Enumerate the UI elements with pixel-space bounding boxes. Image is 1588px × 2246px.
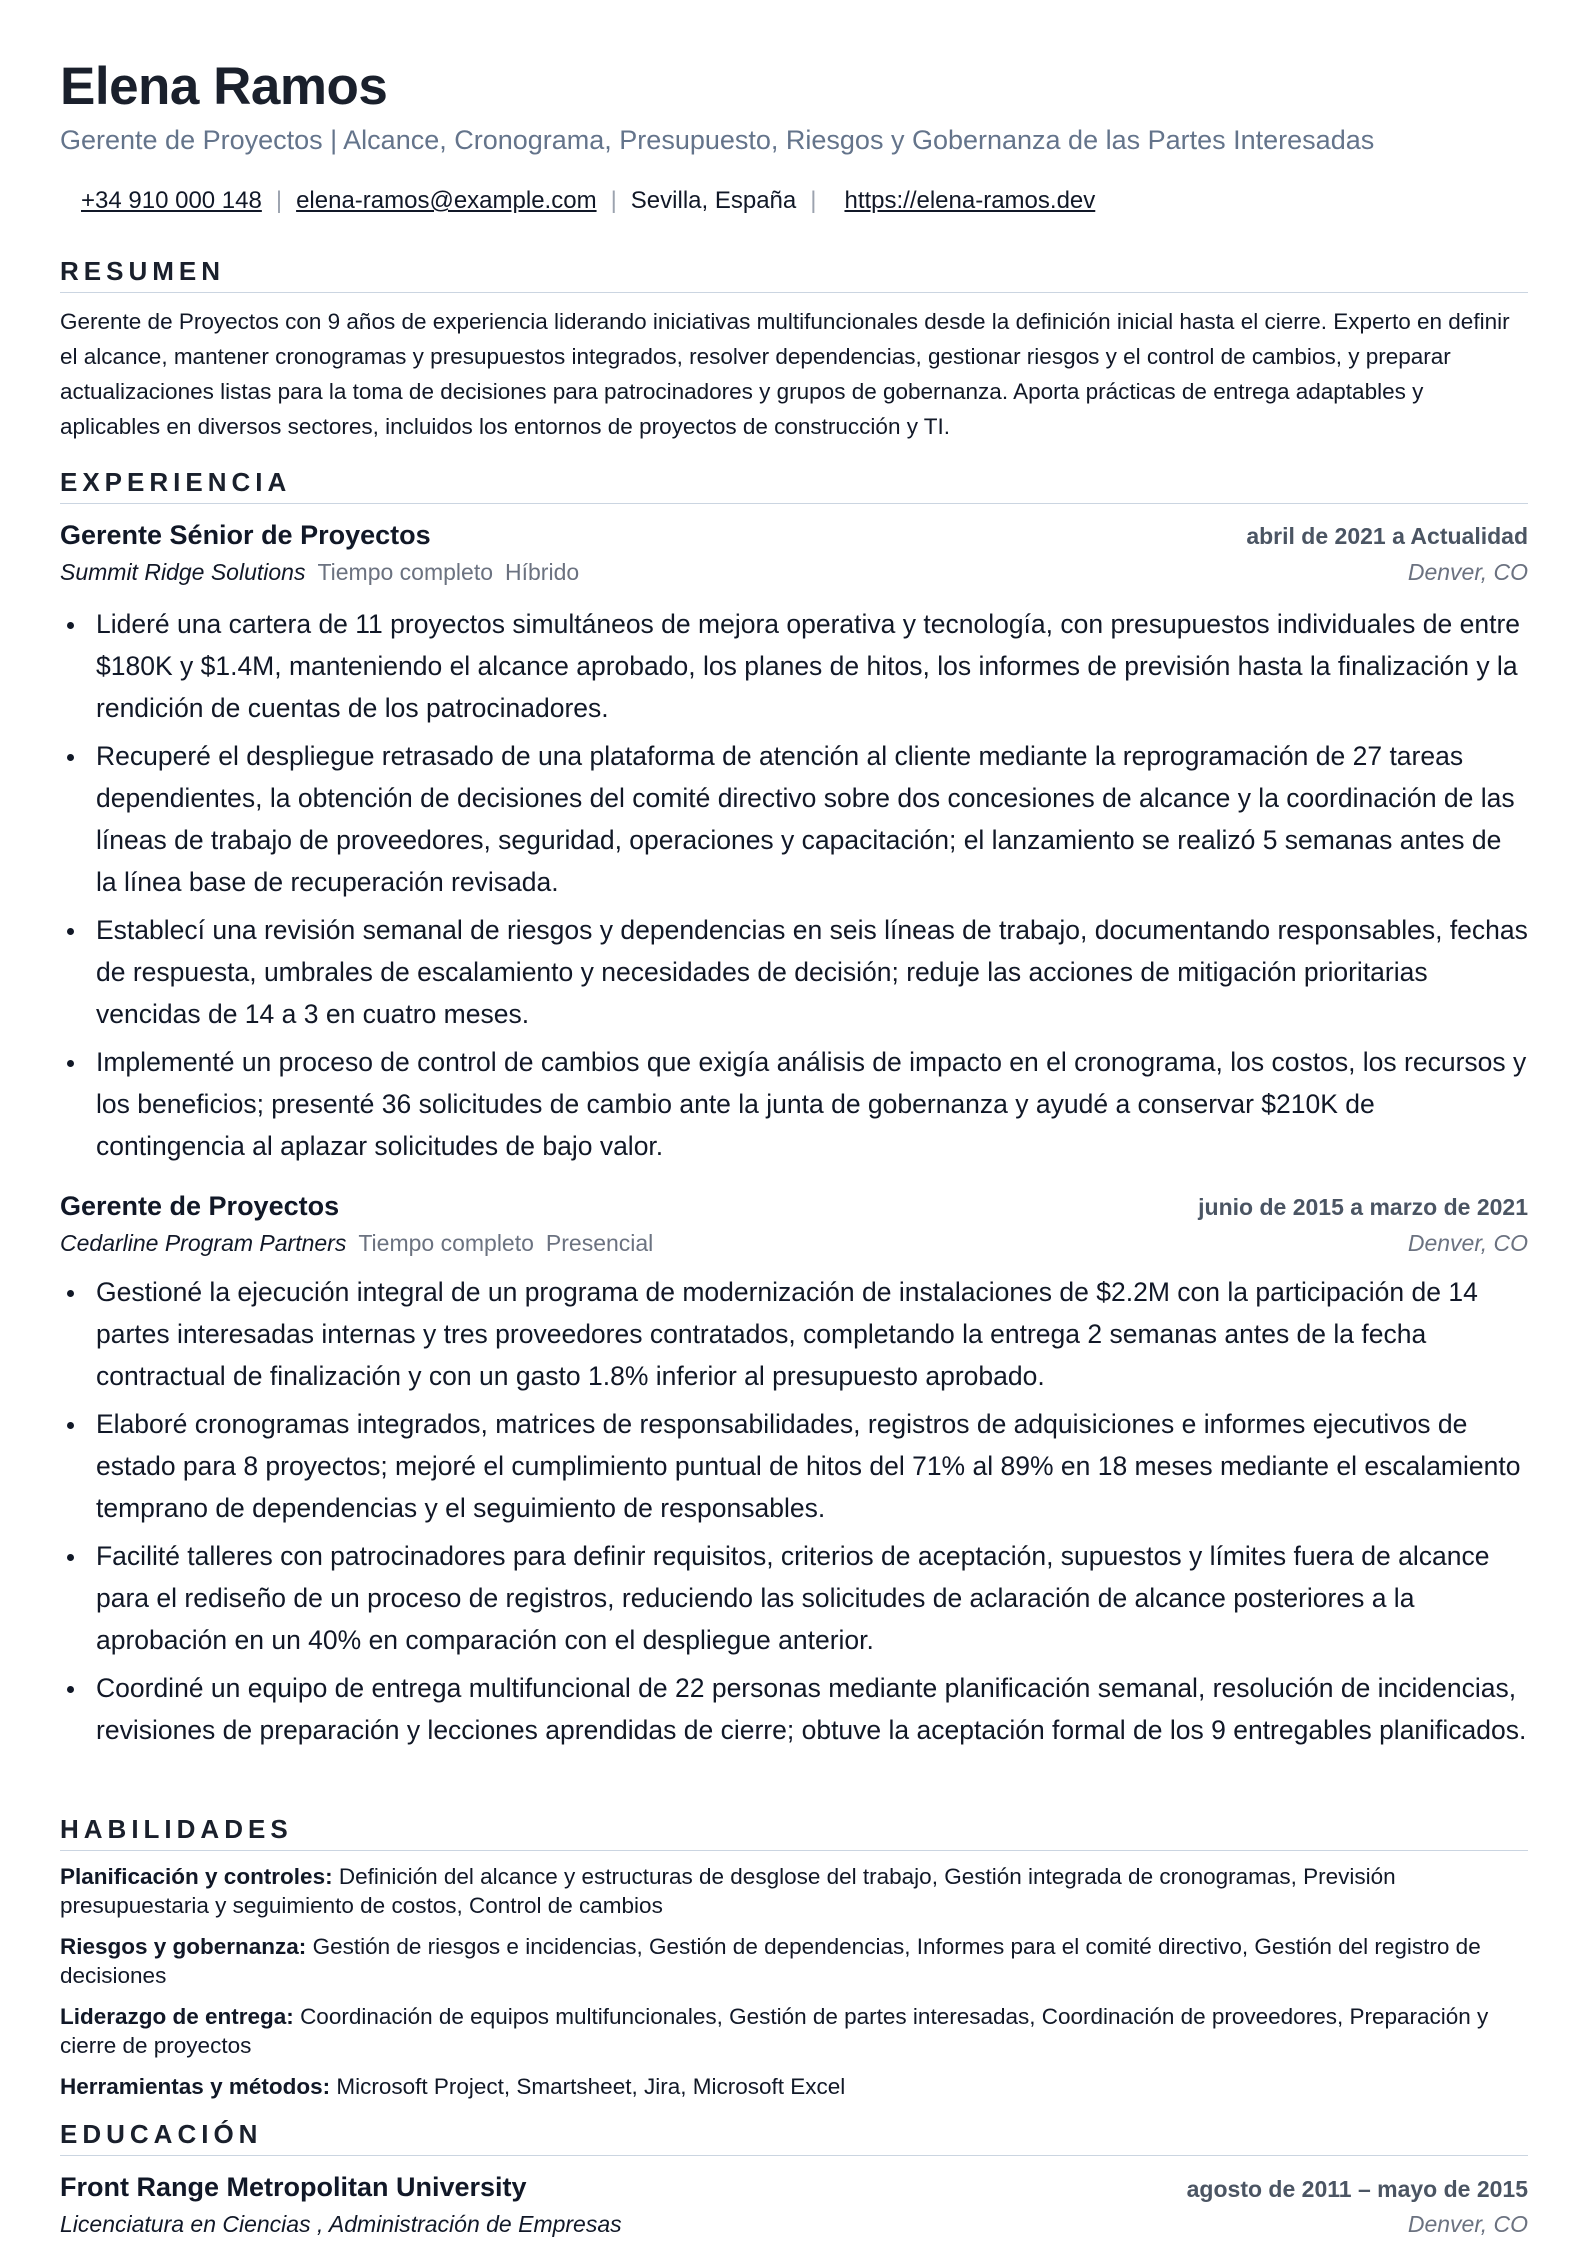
job-location: Denver, CO — [1407, 1230, 1528, 1256]
phone-link[interactable]: +34 910 000 148 — [81, 187, 262, 214]
skill-group — [60, 1862, 1528, 1920]
list-item: Recuperé el despliegue retrasado de una plataforma de atención al cliente mediante la reprogramación de 27 tareas dependientes, la obtención de decisiones del comité directivo sobre dos concesiones de alcance y la coordinación de las líneas de trabajo de proveedores, seguridad, operaciones y capacitación; el lanzamiento se realizó 5 semanas antes de la línea base de recuperación revisada. — [96, 735, 1528, 903]
candidate-headline: Gerente de Proyectos | Alcance, Cronograma, Presupuesto, Riesgos y Gobernanza de las Partes Interesadas — [60, 125, 1375, 155]
skill-group — [60, 1932, 1528, 1990]
section-divider — [60, 292, 1528, 293]
contact-separator: | — [610, 187, 617, 214]
skill-group-label: Liderazgo de entrega: — [60, 2004, 294, 2029]
list-item: Establecí una revisión semanal de riesgos y dependencias en seis líneas de trabajo, documentando responsables, fechas de respuesta, umbrales de escalamiento y necesidades de decisión; reduje las acciones de mitigación prioritarias vencidas de 14 a 3 en cuatro meses. — [96, 909, 1528, 1035]
degree-name: Licenciatura en Ciencias , Administración de Empresas — [60, 2211, 622, 2237]
skill-group-label: Planificación y controles: — [60, 1864, 333, 1889]
skills-heading: HABILIDADES — [60, 1814, 293, 1844]
job-title: Gerente Sénior de Proyectos — [60, 520, 431, 550]
section-divider — [60, 503, 1528, 504]
education-location: Denver, CO — [1407, 2211, 1528, 2237]
job-title: Gerente de Proyectos — [60, 1191, 340, 1221]
experience-heading: EXPERIENCIA — [60, 467, 292, 497]
skill-group-label: Herramientas y métodos: — [60, 2074, 331, 2099]
employment-type: Tiempo completo — [358, 1230, 534, 1256]
job-subtitle — [60, 559, 591, 586]
degree-line — [60, 2211, 634, 2238]
job-bullet-list — [60, 603, 1528, 1173]
skill-group-values: Microsoft Project, Smartsheet, Jira, Microsoft Excel — [336, 2074, 846, 2099]
work-mode: Presencial — [545, 1230, 654, 1256]
location-text: Sevilla, España — [630, 187, 797, 214]
section-divider — [60, 1850, 1528, 1851]
list-item: Coordiné un equipo de entrega multifuncional de 22 personas mediante planificación semanal, resolución de incidencias, revisiones de preparación y lecciones aprendidas de cierre; obtuve la aceptación formal de los 9 entregables planificados. — [96, 1667, 1528, 1751]
list-item: Gestioné la ejecución integral de un programa de modernización de instalaciones de $2.2M con la participación de 14 partes interesadas internas y tres proveedores contratados, completando la entrega 2 semanas antes de la fecha contractual de finalización y con un gasto 1.8% inferior al presupuesto aprobado. — [96, 1271, 1528, 1397]
skill-group — [60, 2002, 1528, 2060]
education-heading: EDUCACIÓN — [60, 2119, 263, 2149]
candidate-name: Elena Ramos — [60, 57, 388, 116]
contact-separator: | — [810, 187, 817, 214]
list-item: Facilité talleres con patrocinadores para definir requisitos, criterios de aceptación, supuestos y límites fuera de alcance para el rediseño de un proceso de registros, reduciendo las solicitudes de aclaración de alcance posteriores a la aprobación en un 40% en comparación con el despliegue anterior. — [96, 1535, 1528, 1661]
list-item: Lideré una cartera de 11 proyectos simultáneos de mejora operativa y tecnología, con presupuestos individuales de entre $180K y $1.4M, manteniendo el alcance aprobado, los planes de hitos, los informes de previsión hasta la finalización y la rendición de cuentas de los patrocinadores. — [96, 603, 1528, 729]
employment-type: Tiempo completo — [317, 559, 494, 585]
website-link[interactable]: https://elena-ramos.dev — [844, 187, 1096, 214]
skill-group-values: Definición del alcance y estructuras de desglose del trabajo, Gestión integrada de cronogramas, Previsión presupuestaria y seguimiento de costos, Control de cambios — [60, 1864, 1396, 1918]
job-dates: junio de 2015 a marzo de 2021 — [1198, 1194, 1528, 1220]
section-divider — [60, 2155, 1528, 2156]
work-mode: Híbrido — [505, 559, 580, 585]
skills-list — [60, 1862, 1528, 2113]
education-dates: agosto de 2011 – mayo de 2015 — [1186, 2176, 1528, 2202]
summary-text: Gerente de Proyectos con 9 años de experiencia liderando iniciativas multifuncionales desde la definición inicial hasta el cierre. Experto en definir el alcance, mantener cronogramas y presupuestos integrados, resolver dependencias, gestionar riesgos y el control de cambios, y preparar actualizaciones listas para la toma de decisiones para patrocinadores y grupos de gobernanza. Aporta prácticas de entrega adaptables y aplicables en diversos sectores, incluidos los entornos de proyectos de construcción y TI. — [60, 309, 1510, 439]
summary-heading: RESUMEN — [60, 256, 226, 286]
skill-group — [60, 2072, 1528, 2101]
company-name: Cedarline Program Partners — [60, 1230, 347, 1256]
job-bullet-list — [60, 1271, 1528, 1757]
contact-separator: | — [275, 187, 283, 214]
job-subtitle — [60, 1230, 665, 1257]
list-item: Implementé un proceso de control de cambios que exigía análisis de impacto en el cronograma, los costos, los recursos y los beneficios; presenté 36 solicitudes de cambio ante la junta de gobernanza y ayudé a conservar $210K de contingencia al aplazar solicitudes de bajo valor. — [96, 1041, 1528, 1167]
skill-group-values: Coordinación de equipos multifuncionales, Gestión de partes interesadas, Coordinación de proveedores, Preparación y cierre de proyectos — [60, 2004, 1489, 2058]
contact-bar — [81, 187, 1095, 215]
school-name: Front Range Metropolitan University — [60, 2172, 527, 2202]
company-name: Summit Ridge Solutions — [60, 559, 306, 585]
email-link[interactable]: elena-ramos@example.com — [296, 187, 597, 214]
list-item: Elaboré cronogramas integrados, matrices de responsabilidades, registros de adquisiciones e informes ejecutivos de estado para 8 proyectos; mejoré el cumplimiento puntual de hitos del 71% al 89% en 18 meses mediante el escalamiento temprano de dependencias y el seguimiento de responsables. — [96, 1403, 1528, 1529]
skill-group-label: Riesgos y gobernanza: — [60, 1934, 307, 1959]
skill-group-values: Gestión de riesgos e incidencias, Gestión de dependencias, Informes para el comité directivo, Gestión del registro de decisiones — [60, 1934, 1481, 1988]
job-dates: abril de 2021 a Actualidad — [1246, 523, 1528, 549]
job-location: Denver, CO — [1407, 559, 1528, 585]
